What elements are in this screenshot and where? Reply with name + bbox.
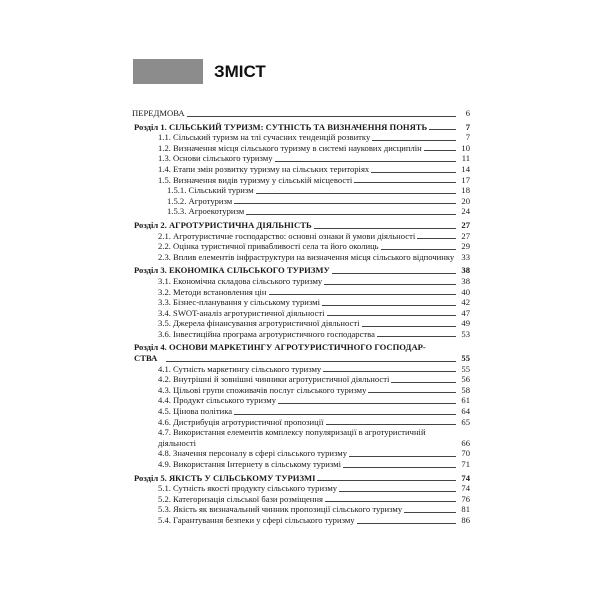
toc-entry[interactable]: [132, 175, 470, 186]
toc-entry[interactable]: [132, 206, 470, 217]
dot-leader: [381, 249, 456, 250]
toc-entry-title: 1.5.3. Агроекотуризм: [167, 206, 245, 217]
dot-leader: [343, 467, 456, 468]
toc-entry[interactable]: [132, 276, 470, 287]
dot-leader: [324, 284, 456, 285]
toc-entry-title: 3.4. SWOT-аналіз агротуристичної діяльності: [158, 307, 325, 318]
dot-leader: [246, 214, 456, 215]
toc-entry-page: 47: [461, 307, 470, 318]
toc-entry-title: 1.1. Сільський туризм на тлі сучасних тенденцій розвитку: [158, 132, 371, 143]
toc-entry-title: ПЕРЕДМОВА: [132, 108, 185, 118]
toc-entry-title: 1.3. Основи сільського туризму: [158, 153, 273, 164]
toc-entry-title: 4.5. Цінова політика: [158, 406, 233, 417]
dot-leader: [317, 480, 456, 481]
toc-entry-title: 5.4. Гарантування безпеки у сфері сільського туризму: [158, 514, 355, 525]
dot-leader: [166, 361, 456, 362]
toc-entry[interactable]: [132, 143, 470, 154]
toc-entry-title: 4.4. Продукт сільського туризму: [158, 395, 277, 406]
dot-leader: [326, 424, 456, 425]
toc-entry[interactable]: [132, 459, 470, 470]
dot-leader: [339, 491, 456, 492]
toc-entry-page: 70: [461, 448, 470, 459]
dot-leader: [371, 172, 456, 173]
toc-entry[interactable]: [132, 308, 470, 319]
toc-entry-title: 4.8. Значення персоналу в сфері сільського туризму: [158, 448, 348, 459]
toc-chapter-4[interactable]: [132, 342, 470, 363]
toc-entry-page: 14: [461, 163, 470, 174]
toc-chapter-title: ОСНОВИ МАРКЕТИНГУ АГРОТУРИСТИЧНОГО ГОСПОДАР-: [168, 342, 426, 353]
dot-leader: [377, 336, 456, 337]
table-of-contents: [132, 108, 470, 526]
toc-entry-page: 76: [461, 493, 470, 504]
dot-leader: [357, 523, 456, 524]
toc-entry-page: 56: [461, 374, 470, 385]
toc-chapter-title-line2: СТВА: [134, 353, 158, 364]
toc-entry-page: 74: [461, 483, 470, 494]
dot-leader: [325, 501, 456, 502]
toc-entry-title: 2.2. Оцінка туристичної привабливості села та його околиць: [158, 241, 379, 252]
toc-chapter-3[interactable]: [132, 265, 470, 276]
toc-chapter-title-continued: [132, 353, 470, 364]
toc-entry-title: 4.3. Цільові групи споживачів послуг сільського туризму: [158, 384, 367, 395]
toc-entry-title: 5.1. Сутність якості продукту сільського туризму: [158, 483, 338, 494]
toc-entry-page: 66: [461, 437, 470, 448]
toc-entry-title: 1.5.1. Сільський туризм: [167, 185, 254, 196]
toc-chapter-title: ЯКІСТЬ У СІЛЬСЬКОМУ ТУРИЗМІ: [168, 472, 316, 483]
toc-entry-page: 58: [461, 384, 470, 395]
toc-entry-title: 1.2. Визначення місця сільського туризму в системі наукових дисциплін: [158, 142, 422, 153]
toc-chapter-1[interactable]: [132, 122, 470, 133]
toc-entry-title: 5.3. Якість як визначальний чинник пропозиції сільського туризму: [158, 504, 403, 515]
dot-leader: [323, 371, 456, 372]
toc-entry[interactable]: [132, 297, 470, 308]
toc-entry-title: 4.9. Використання Інтернету в сільському туризмі: [158, 459, 341, 469]
toc-entry-page: 64: [461, 406, 470, 417]
toc-chapter-label: Розділ 3.: [134, 265, 167, 276]
toc-entry-page: 86: [461, 514, 470, 525]
toc-entry[interactable]: [132, 196, 470, 207]
toc-entry-title: 1.4. Етапи змін розвитку туризму на сільських територіях: [158, 163, 370, 174]
toc-chapter-2[interactable]: [132, 220, 470, 231]
dot-leader: [275, 161, 456, 162]
toc-chapter-title: ЕКОНОМІКА СІЛЬСЬКОГО ТУРИЗМУ: [168, 265, 330, 276]
dot-leader: [368, 392, 456, 393]
toc-entry-page: 11: [461, 153, 470, 164]
toc-entry[interactable]: [132, 164, 470, 175]
dot-leader: [327, 315, 456, 316]
toc-chapter-label: Розділ 4.: [134, 342, 167, 353]
toc-entry-title: 4.7. Використання елементів комплексу популяризації в агротуристичній діяльності: [158, 427, 426, 448]
toc-entry-title: 3.2. Методи встановлення цін: [158, 286, 267, 297]
dot-leader: [187, 116, 456, 117]
page-title: ЗМІСТ: [214, 62, 266, 81]
dot-leader: [391, 382, 456, 383]
toc-entry[interactable]: [132, 329, 470, 340]
toc-entry-title: 5.2. Категоризація сільської бази розміщення: [158, 493, 323, 504]
dot-leader: [314, 228, 456, 229]
dot-leader: [278, 403, 456, 404]
toc-chapter-page: 74: [461, 472, 470, 483]
toc-entry-page: 20: [461, 195, 470, 206]
toc-entry-title: 3.3. Бізнес-планування у сільському туризмі: [158, 297, 320, 308]
toc-entry-title: 1.5.2. Агротуризм: [167, 195, 233, 206]
toc-entry-page: 27: [461, 230, 470, 241]
toc-entry-page: 61: [461, 395, 470, 406]
toc-chapter-title: СІЛЬСЬКИЙ ТУРИЗМ: СУТНІСТЬ ТА ВИЗНАЧЕННЯ ПОНЯТЬ: [168, 121, 428, 132]
dot-leader: [404, 512, 456, 513]
toc-entry-title: 4.6. Дистрибуція агротуристичної пропозиції: [158, 416, 324, 427]
toc-chapter-title: АГРОТУРИСТИЧНА ДІЯЛЬНІСТЬ: [168, 219, 312, 230]
toc-entry-title: 3.5. Джерела фінансування агротуристичної діяльності: [158, 318, 360, 329]
dot-leader: [354, 182, 456, 183]
toc-entry-title: 3.1. Економічна складова сільського туризму: [158, 275, 323, 286]
toc-entry-title: 2.1. Агротуристичне господарство: основні ознаки й умови діяльності: [158, 230, 416, 241]
toc-entry-page: 17: [461, 174, 470, 185]
toc-chapter-page: 55: [461, 353, 470, 364]
toc-entry[interactable]: [132, 287, 470, 298]
toc-entry[interactable]: [132, 515, 470, 526]
toc-entry-page: 24: [461, 206, 470, 217]
dot-leader: [417, 238, 456, 239]
toc-entry-page: 29: [461, 241, 470, 252]
toc-entry[interactable]: [132, 483, 470, 494]
toc-entry-page: 53: [461, 328, 470, 339]
toc-chapter-page: 27: [461, 219, 470, 230]
toc-entry[interactable]: [132, 494, 470, 505]
toc-chapter-heading: [132, 220, 312, 231]
toc-entry[interactable]: [132, 374, 470, 385]
dot-leader: [429, 129, 456, 130]
toc-entry[interactable]: [132, 406, 470, 417]
toc-entry-page: 10: [461, 142, 470, 153]
toc-entry[interactable]: [132, 395, 470, 406]
toc-chapter-heading: [132, 122, 427, 133]
toc-entry[interactable]: [132, 364, 470, 375]
toc-entry-title: 3.6. Інвестиційна програма агротуристичного господарства: [158, 328, 375, 339]
toc-entry-page: 6: [465, 108, 470, 118]
toc-chapter-label: Розділ 5.: [134, 472, 167, 483]
dot-leader: [234, 414, 456, 415]
header-gray-bar: [133, 59, 203, 84]
dot-leader: [349, 456, 456, 457]
toc-entry-title: 1.5. Визначення видів туризму у сільській місцевості: [158, 174, 353, 185]
toc-chapter-page: 38: [461, 265, 470, 276]
dot-leader: [256, 193, 456, 194]
toc-entry-title: 4.1. Сутність маркетингу сільського туризму: [158, 363, 322, 374]
toc-chapter-page: 7: [465, 121, 470, 132]
toc-entry-title: 2.3. Вплив елементів інфраструктури на визначення місця сільського відпочинку: [158, 251, 455, 262]
dot-leader: [322, 305, 456, 306]
toc-entry-page: 55: [461, 363, 470, 374]
dot-leader: [424, 150, 456, 151]
toc-entry-page: 71: [461, 459, 470, 469]
dot-leader: [234, 203, 456, 204]
toc-chapter-label: Розділ 2.: [134, 219, 167, 230]
toc-entry-page: 18: [461, 185, 470, 196]
toc-entry-title: 4.2. Внутрішні й зовнішні чинники агротуристичної діяльності: [158, 374, 390, 385]
toc-entry-page: 33: [461, 251, 470, 262]
dot-leader: [332, 273, 456, 274]
dot-leader: [269, 294, 456, 295]
toc-entry-page: 49: [461, 318, 470, 329]
toc-entry-page: 40: [461, 286, 470, 297]
toc-entry-page: 7: [465, 132, 470, 143]
toc-entry[interactable]: [132, 504, 470, 515]
toc-chapter-heading: [132, 342, 426, 353]
toc-chapter-heading: [132, 265, 330, 276]
toc-entry-page: 42: [461, 297, 470, 308]
toc-entry-page: 38: [461, 275, 470, 286]
toc-entry[interactable]: [132, 318, 470, 329]
toc-chapter-heading: [132, 473, 315, 484]
toc-chapter-label: Розділ 1.: [134, 121, 167, 132]
toc-entry[interactable]: [132, 241, 470, 252]
toc-entry-preface[interactable]: [132, 108, 470, 119]
toc-entry[interactable]: [132, 185, 470, 196]
toc-entry[interactable]: [132, 132, 470, 143]
toc-entry[interactable]: [132, 417, 470, 428]
toc-entry[interactable]: [132, 252, 470, 263]
toc-chapter-5[interactable]: [132, 473, 470, 484]
toc-entry[interactable]: [132, 231, 470, 242]
toc-entry-page: 65: [461, 416, 470, 427]
toc-entry-page: 81: [461, 504, 470, 515]
toc-entry[interactable]: [132, 427, 470, 448]
toc-entry[interactable]: [132, 448, 470, 459]
toc-entry[interactable]: [132, 385, 470, 396]
dot-leader: [372, 140, 456, 141]
toc-entry[interactable]: [132, 153, 470, 164]
dot-leader: [362, 326, 457, 327]
